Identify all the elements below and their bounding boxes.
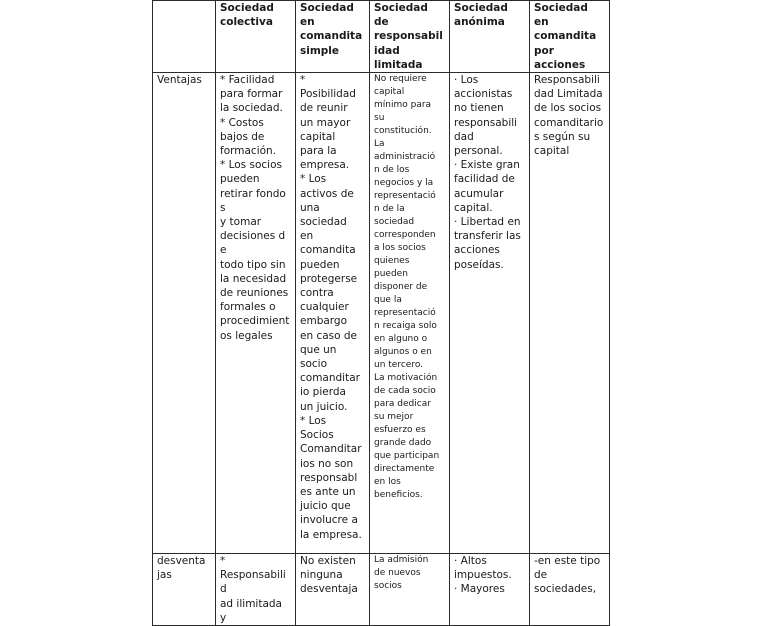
- cell-desventajas-anonima: · Altos impuestos. · Mayores: [450, 554, 530, 626]
- cell-desventajas-comandita-acciones: -en este tipo de sociedades,: [530, 554, 610, 626]
- cell-desventajas-responsabilidad-limitada: La admisión de nuevos socios: [370, 554, 450, 626]
- cell-ventajas-responsabilidad-limitada: No requiere capital mínimo para su constitución. La administració n de los negocios y la representació n de la sociedad corresponden a los socios quienes pueden disponer de que la representació n recaiga solo en alguno o algunos o en un tercero. La motivación de cada socio para dedicar su mejor esfuerzo es grande dado que participan directamente en los beneficios.: [370, 73, 450, 554]
- header-row: [153, 1, 610, 73]
- header-comandita-simple: Sociedad en comandita simple: [296, 1, 370, 73]
- cell-desventajas-comandita-simple: No existen ninguna desventaja: [296, 554, 370, 626]
- cell-ventajas-comandita-acciones: Responsabili dad Limitada de los socios comanditario s según su capital: [530, 73, 610, 554]
- row-desventajas: [153, 554, 610, 626]
- header-sociedad-colectiva: Sociedad colectiva: [216, 1, 296, 73]
- header-responsabilidad-limitada: Sociedad de responsabil idad limitada: [370, 1, 450, 73]
- header-sociedad-anonima: Sociedad anónima: [450, 1, 530, 73]
- cell-ventajas-anonima: · Los accionistas no tienen responsabili dad personal. · Existe gran facilidad de acumular capital. · Libertad en transferir las acciones poseídas.: [450, 73, 530, 554]
- cell-desventajas-colectiva: * Responsabilid ad ilimitada y: [216, 554, 296, 626]
- cell-ventajas-colectiva: * Facilidad para formar la sociedad. * Costos bajos de formación. * Los socios pueden retirar fondos y tomar decisiones de todo tipo sin la necesidad de reuniones formales o procedimient os legales: [216, 73, 296, 554]
- row-label-desventajas: desventa jas: [153, 554, 216, 626]
- comparison-table: [152, 0, 610, 626]
- row-label-ventajas: Ventajas: [153, 73, 216, 554]
- header-comandita-acciones: Sociedad en comandita por acciones: [530, 1, 610, 73]
- row-ventajas: [153, 73, 610, 554]
- cell-ventajas-comandita-simple: * Posibilidad de reunir un mayor capital para la empresa. * Los activos de una sociedad en comandita pueden protegerse contra cualquier embargo en caso de que un socio comanditar io pierda un juicio. * Los Socios Comanditar ios no son responsabl es ante un juicio que involucre a la empresa.: [296, 73, 370, 554]
- header-cell-empty: [153, 1, 216, 73]
